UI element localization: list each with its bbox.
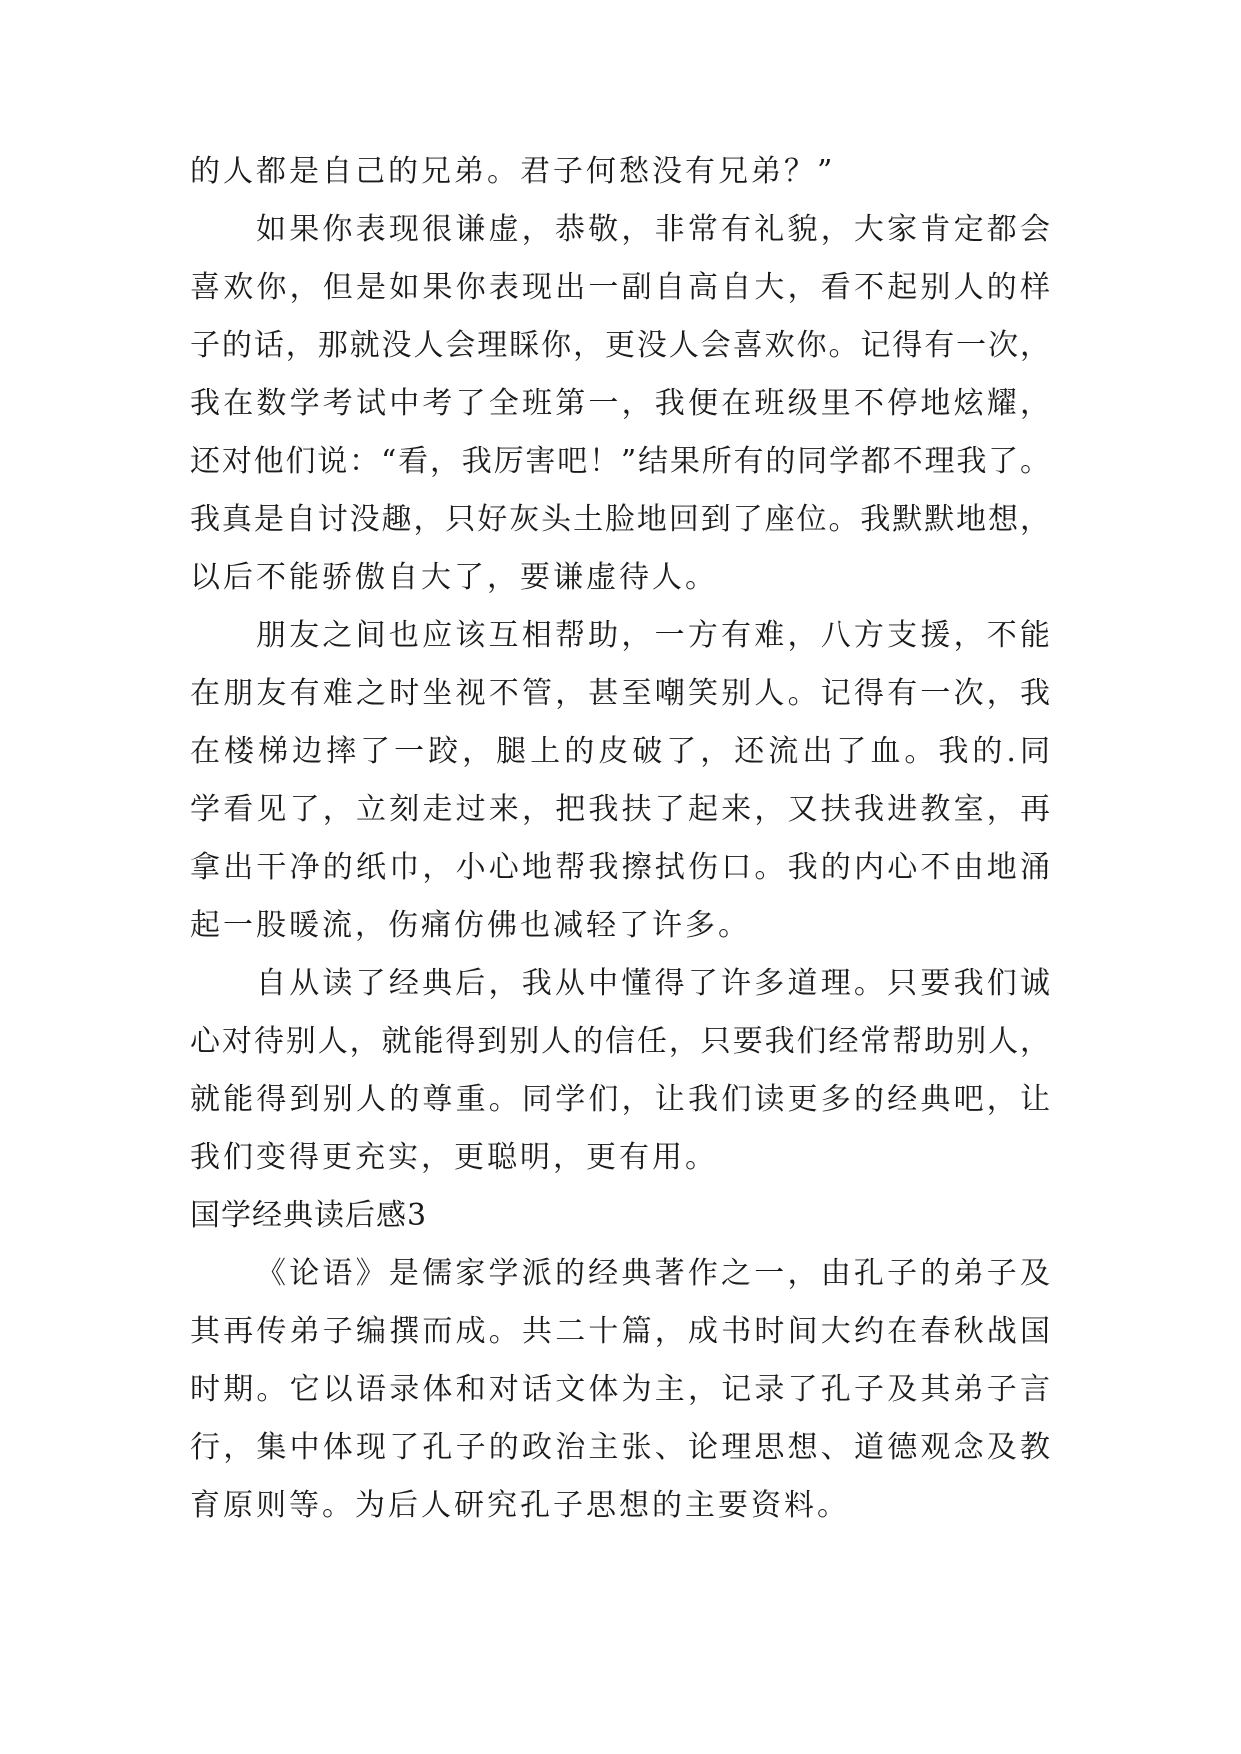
- section-heading: 国学经典读后感3: [190, 1198, 428, 1233]
- text-line: 时期。它以语录体和对话文体为主，记录了孔子及其弟子言: [190, 1372, 1050, 1407]
- text-line: 喜欢你，但是如果你表现出一副自高自大，看不起别人的样: [190, 270, 1050, 305]
- paragraph-first-line: 自从读了经典后，我从中懂得了许多道理。只要我们诚: [256, 966, 1050, 1001]
- text-line: 的人都是自己的兄弟。君子何愁没有兄弟？”: [190, 154, 836, 189]
- text-line: 学看见了，立刻走过来，把我扶了起来，又扶我进教室，再: [190, 792, 1050, 827]
- text-line: 以后不能骄傲自大了，要谦虚待人。: [190, 560, 718, 595]
- text-line: 心对待别人，就能得到别人的信任，只要我们经常帮助别人，: [190, 1024, 1050, 1059]
- text-line: 育原则等。为后人研究孔子思想的主要资料。: [190, 1488, 850, 1523]
- paragraph-first-line: 《论语》是儒家学派的经典著作之一，由孔子的弟子及: [256, 1256, 1050, 1291]
- text-line: 在朋友有难之时坐视不管，甚至嘲笑别人。记得有一次，我: [190, 676, 1050, 711]
- text-line: 我真是自讨没趣，只好灰头土脸地回到了座位。我默默地想，: [190, 502, 1050, 537]
- text-line: 我在数学考试中考了全班第一，我便在班级里不停地炫耀，: [190, 386, 1050, 421]
- text-line: 其再传弟子编撰而成。共二十篇，成书时间大约在春秋战国: [190, 1314, 1050, 1349]
- text-line: 还对他们说：“看，我厉害吧！”结果所有的同学都不理我了。: [190, 444, 1050, 479]
- text-line: 起一股暖流，伤痛仿佛也减轻了许多。: [190, 908, 751, 943]
- text-line: 行，集中体现了孔子的政治主张、论理思想、道德观念及教: [190, 1430, 1050, 1465]
- text-line: 我们变得更充实，更聪明，更有用。: [190, 1140, 718, 1175]
- text-line: 就能得到别人的尊重。同学们，让我们读更多的经典吧，让: [190, 1082, 1050, 1117]
- text-line: 在楼梯边摔了一跤，腿上的皮破了，还流出了血。我的.同: [190, 734, 1050, 769]
- paragraph-first-line: 如果你表现很谦虚，恭敬，非常有礼貌，大家肯定都会: [256, 212, 1050, 247]
- text-line: 子的话，那就没人会理睬你，更没人会喜欢你。记得有一次，: [190, 328, 1050, 363]
- paragraph-first-line: 朋友之间也应该互相帮助，一方有难，八方支援，不能: [256, 618, 1050, 653]
- text-line: 拿出干净的纸巾，小心地帮我擦拭伤口。我的内心不由地涌: [190, 850, 1050, 885]
